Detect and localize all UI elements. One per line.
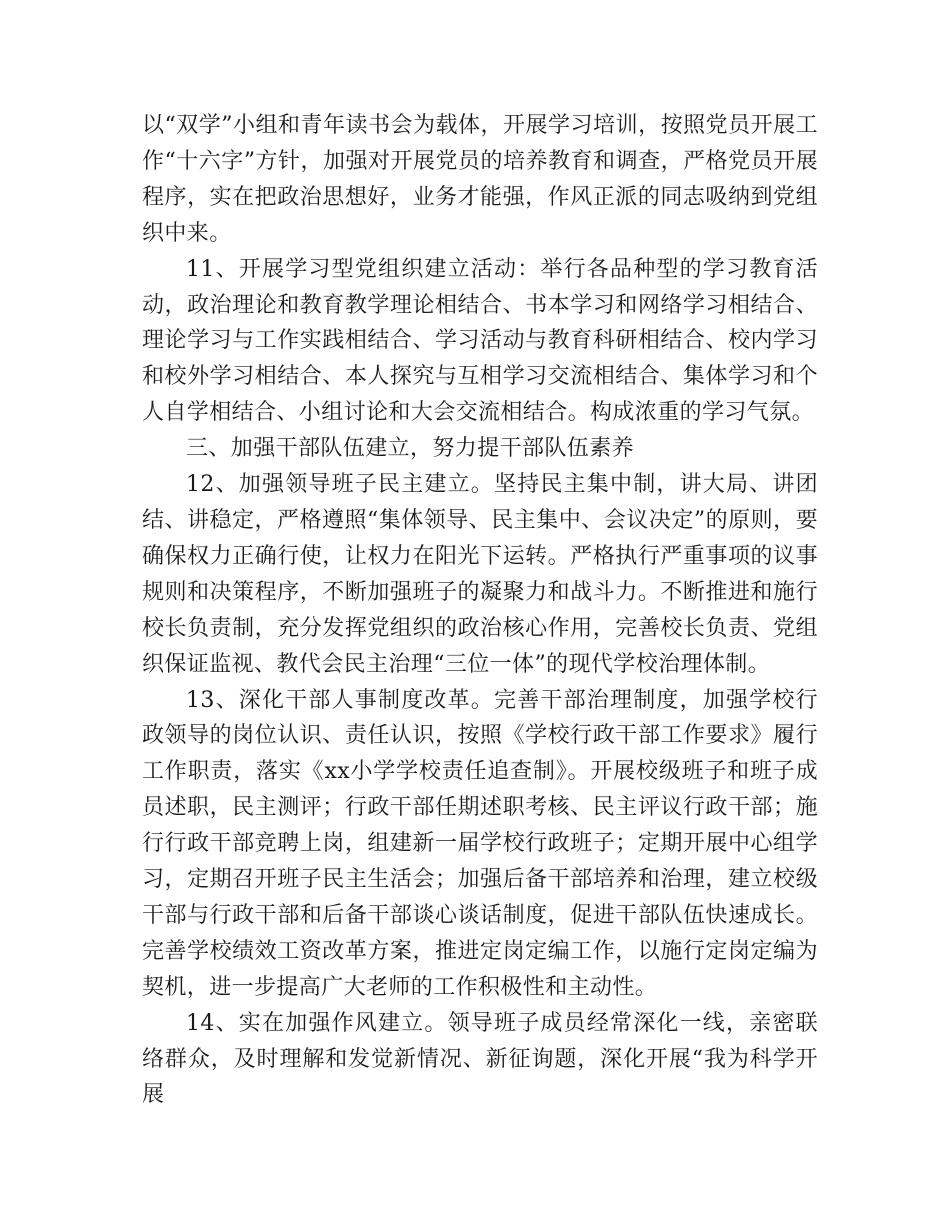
section-heading-3: 三、加强干部队伍建立，努力提干部队伍素养 xyxy=(186,436,635,462)
paragraph-item-12: 12、加强领导班子民主建立。坚持民主集中制，讲大局、讲团结、讲稳定，严格遵照“集体领导、民主集中、会议决定”的原则，要确保权力正确行使，让权力在阳光下运转。严格执行严重事项的议事规则和决策程序，不断加强班子的凝聚力和战斗力。不断推进和施行校长负责制，充分发挥党组织的政治核心作用，完善校长负责、党组织保证监视、教代会民主治理“三位一体”的现代学校治理体制。 xyxy=(142,472,818,677)
document-body xyxy=(142,108,818,1113)
paragraph-item-13: 13、深化干部人事制度改革。完善干部治理制度，加强学校行政领导的岗位认识、责任认识，按照《学校行政干部工作要求》履行工作职责，落实《xx小学学校责任追查制》。开展校级班子和班子成员述职，民主测评；行政干部任期述职考核、民主评议行政干部；施行行政干部竞聘上岗，组建新一届学校行政班子；定期开展中心组学习，定期召开班子民主生活会；加强后备干部培养和治理，建立校级干部与行政干部和后备干部谈心谈话制度，促进干部队伍快速成长。完善学校绩效工资改革方案，推进定岗定编工作，以施行定岗定编为契机，进一步提高广大老师的工作积极性和主动性。 xyxy=(142,687,818,1000)
paragraph-item-14: 14、实在加强作风建立。领导班子成员经常深化一线，亲密联络群众，及时理解和发觉新情况、新征询题，深化开展“我为科学开展 xyxy=(142,1010,818,1108)
paragraph-item-11: 11、开展学习型党组织建立活动：举行各品种型的学习教育活动，政治理论和教育教学理论相结合、书本学习和网络学习相结合、理论学习与工作实践相结合、学习活动与教育科研相结合、校内学习和校外学习相结合、本人探究与互相学习交流相结合、集体学习和个人自学相结合、小组讨论和大会交流相结合。构成浓重的学习气氛。 xyxy=(142,256,818,426)
paragraph-continuation: 以“双学”小组和青年读书会为载体，开展学习培训，按照党员开展工作“十六字”方针，加强对开展党员的培养教育和调查，严格党员开展程序，实在把政治思想好，业务才能强，作风正派的同志吸纳到党组织中来。 xyxy=(142,113,818,246)
